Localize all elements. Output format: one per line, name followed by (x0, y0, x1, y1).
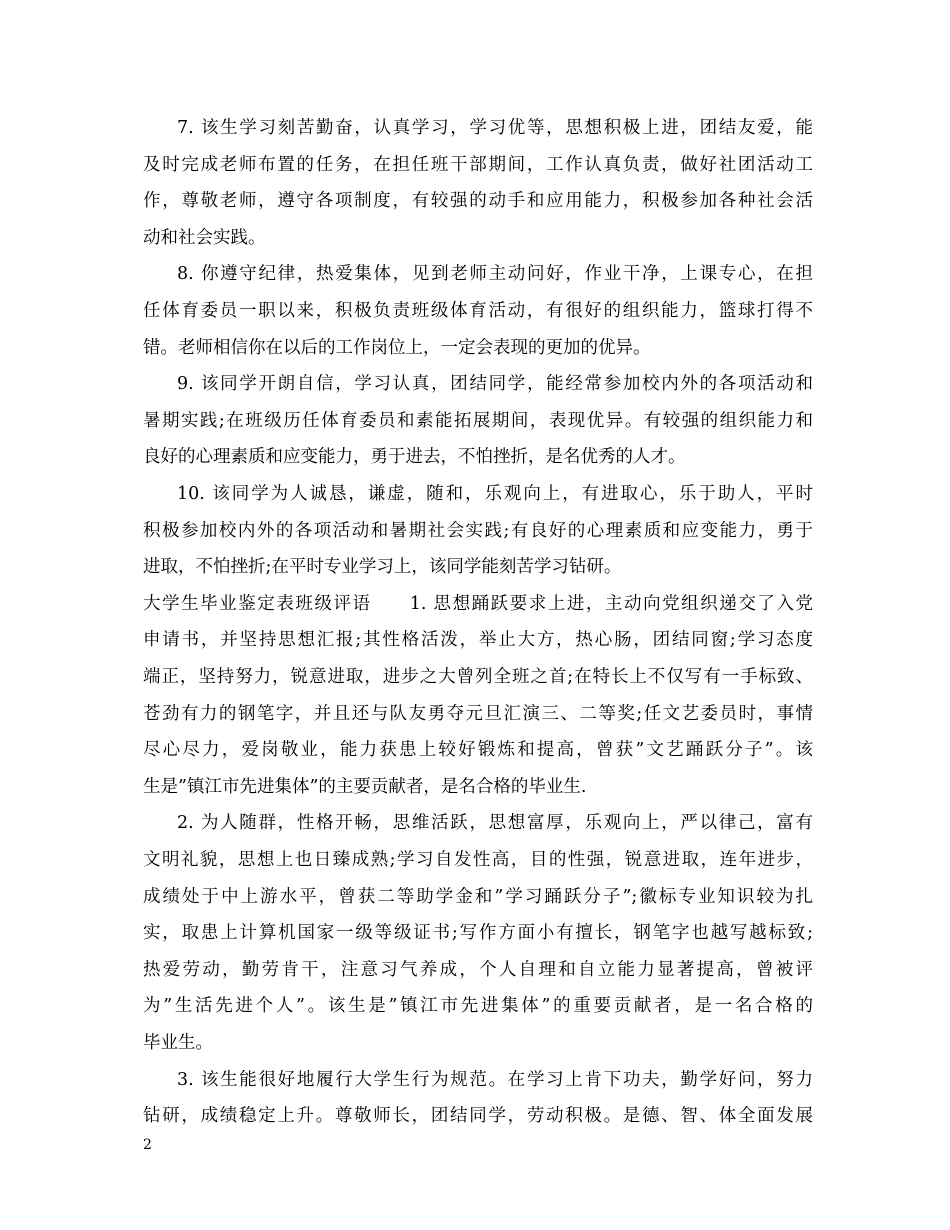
text-line: 任体育委员一职以来，积极负责班级体育活动，有很好的组织能力，篮球打得不 (143, 301, 813, 321)
text-line: 大学生毕业鉴定表班级评语 1. 思想踊跃要求上进，主动向党组织递交了入党 (143, 593, 813, 614)
text-line: 进取，不怕挫折;在平时专业学习上，该同学能刻苦学习钻研。 (143, 557, 622, 578)
text-line: 错。老师相信你在以后的工作岗位上，一定会表现的更加的优异。 (143, 337, 651, 358)
text-line: 动和社会实践。 (143, 227, 266, 248)
text-line: 及时完成老师布置的任务，在担任班干部期间，工作认真负责，做好社团活动工 (143, 154, 813, 175)
text-line: 暑期实践;在班级历任体育委员和素能拓展期间，表现优异。有较强的组织能力和 (143, 410, 813, 431)
text-line: 3. 该生能很好地履行大学生行为规范。在学习上肯下功夫，勤学好问，努力 (177, 1069, 813, 1090)
text-line: 热爱劳动，勤劳肯干，注意习气养成，个人自理和自立能力显著提高，曾被评 (143, 959, 813, 980)
text-line: 成绩处于中上游水平，曾获二等助学金和”学习踊跃分子”;徽标专业知识较为扎 (143, 886, 813, 907)
text-line: 生是”镇江市先进集体”的主要贡献者，是名合格的毕业生. (143, 776, 587, 797)
text-line: 申请书，并坚持思想汇报;其性格活泼，举止大方，热心肠，团结同窗;学习态度 (143, 630, 813, 651)
text-line: 10. 该同学为人诚恳，谦虚，随和，乐观向上，有进取心，乐于助人，平时 (177, 484, 813, 504)
text-line: 2. 为人随群，性格开畅，思维活跃，思想富厚，乐观向上，严以律己，富有 (177, 813, 813, 834)
page-number: 2 (143, 1137, 152, 1153)
text-line: 7. 该生学习刻苦勤奋，认真学习，学习优等，思想积极上进，团结友爱，能 (177, 118, 813, 138)
text-line: 积极参加校内外的各项活动和暑期社会实践;有良好的心理素质和应变能力，勇于 (143, 520, 813, 541)
text-line: 良好的心理素质和应变能力，勇于进去，不怕挫折，是名优秀的人才。 (143, 447, 686, 468)
text-line: 作，尊敬老师，遵守各项制度，有较强的动手和应用能力，积极参加各种社会活 (143, 191, 813, 212)
text-line: 苍劲有力的钢笔字，并且还与队友勇夺元旦汇演三、二等奖;任文艺委员时，事情 (143, 703, 813, 724)
text-line: 钻研，成绩稳定上升。尊敬师长，团结同学，劳动积极。是德、智、体全面发展 (143, 1106, 813, 1127)
text-line: 尽心尽力，爱岗敬业，能力获患上较好锻炼和提高，曾获”文艺踊跃分子”。该 (143, 740, 813, 761)
text-line: 8. 你遵守纪律，热爱集体，见到老师主动问好，作业干净，上课专心，在担 (177, 264, 813, 285)
text-line: 9. 该同学开朗自信，学习认真，团结同学，能经常参加校内外的各项活动和 (177, 374, 813, 395)
text-line: 实，取患上计算机国家一级等级证书;写作方面小有擅长，钢笔字也越写越标致; (143, 923, 813, 944)
text-line: 端正，坚持努力，锐意进取，进步之大曾列全班之首;在特长上不仅写有一手标致、 (143, 667, 813, 687)
text-line: 毕业生。 (143, 1033, 213, 1053)
text-line: 文明礼貌，思想上也日臻成熟;学习自发性高，目的性强，锐意进取，连年进步， (143, 850, 813, 870)
text-line: 为”生活先进个人”。该生是”镇江市先进集体”的重要贡献者，是一名合格的 (143, 996, 813, 1017)
